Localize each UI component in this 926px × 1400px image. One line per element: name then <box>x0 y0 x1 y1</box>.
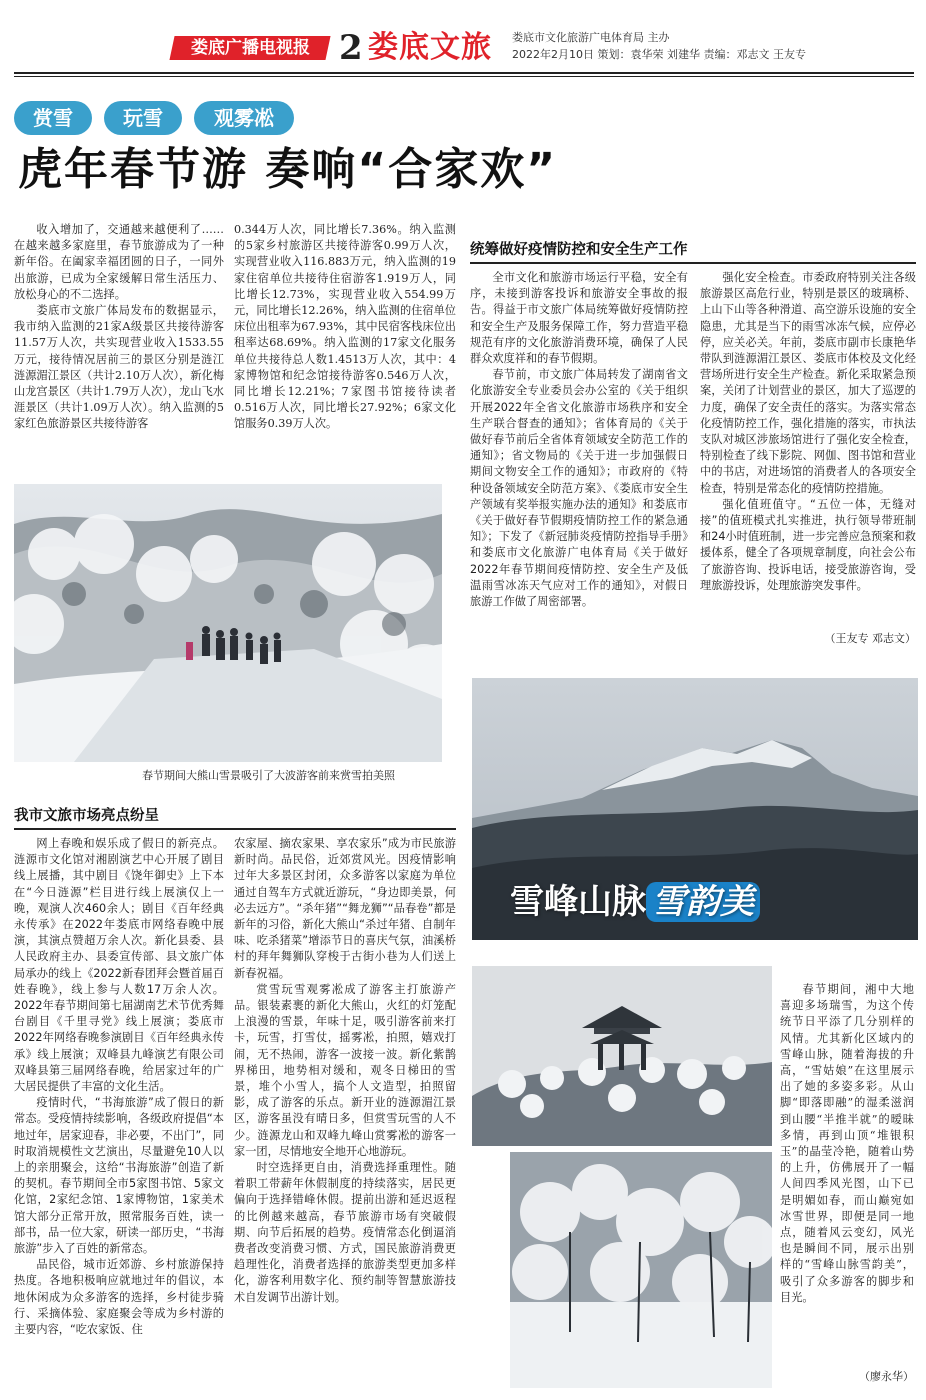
page-number: 2 <box>339 28 363 68</box>
masthead-rule-thin <box>14 76 914 77</box>
paragraph: 春节期间，湘中大地喜迎多场瑞雪，为这个传统节日平添了几分别样的风情。尤其新化区域内的雪峰山脉，随着海拔的升高，“雪姑娘”在这里展示出了她的多姿多彩。从山脚“即落即融”的湿柔滋润到山腰“半推半就”的暧昧多情，再到山顶“堆银积玉”的晶莹冷艳，随着山势的上升，仿佛展开了一幅人间四季风光图，山下已是明媚如春，而山巅宛如冰雪世界，即便是同一地点，随着风云变幻，风光也是瞬间不同，展示出别样的“雪峰山脉雪韵美”，吸引了众多游客的脚步和目光。 <box>780 983 914 1304</box>
paragraph: 娄底市文旅广体局发布的数据显示，我市纳入监测的21家A级景区共接待游客11.57万人次，共实现营业收入1533.55万元，接待情况居前三的景区分别是涟江涟源湄江景区（共计2.10万人次），新化梅山龙宫景区（共计1.79万人次），龙山飞水涯景区（共计1.09万人次）。纳入监测的5家红色旅游景区共接待游客 <box>14 304 224 431</box>
paragraph: 农家屋、摘农家果、享农家乐”成为市民旅游新时尚。品民俗，近郊赏风光。因疫情影响过年大多景区封闭，众多游客以家庭为单位通过自驾车方式就近游玩，“身边即美景，何必去远方”。“杀年猪”“舞龙狮”“品春卷”都是新年的习俗，新化大熊山“杀过年猪、自制年味、吃杀猪菜”增添节日的喜庆气氛，油溪桥村的拜年舞狮队穿梭于古街小巷为人们送上新春祝福。 <box>234 837 456 980</box>
snow-tourists-photo <box>14 484 442 762</box>
kicker-tag: 赏雪 <box>14 101 92 135</box>
snow-feature-byline: （廖永华） <box>859 1370 914 1383</box>
newspaper-brand-band <box>169 36 330 60</box>
publisher-line: 娄底市文化旅游广电体育局 主办 <box>512 31 670 44</box>
snow-title-main: 雪峰山脉 <box>510 882 646 922</box>
paragraph: 时空选择更自由，消费选择重理性。随着职工带薪年休假制度的持续落实，居民更偏向于选择错峰休假。提前出游和延迟返程的比例越来越高，春节旅游市场有突破假期、向节后拓展的趋势。疫情常态化倒逼消费者改变消费习惯、方式，国民旅游消费更趋理性化，消费者选择的旅游类型更加多样化，游客利用数字化、预约制等智慧旅游技术自发调节出游计划。 <box>234 1161 456 1304</box>
market-article-title: 我市文旅市场亮点纷呈 <box>14 808 159 824</box>
paragraph: 品民俗，城市近郊游、乡村旅游保持热度。各地积极响应就地过年的倡议，本地休闲成为众多游客的选择，乡村徒步骑行、采摘体验、家庭聚会等成为乡村游的主要内容，“吃农家饭、住 <box>14 1258 224 1337</box>
photo1-caption: 春节期间大熊山雪景吸引了大波游客前来赏雪拍美照 <box>142 769 395 782</box>
paragraph: 强化安全检查。市委政府特别关注各级旅游景区高危行业，特别是景区的玻璃桥、上山下山等各种滑道、高空游乐设施的安全隐患，尤其是当下的雨雪冰冻气候，应停必停，应关必关。年前，娄底市副市长康艳华带队到涟源湄江景区、娄底市体校及文化经营场所进行安全生产检查。新化采取紧急预案，关闭了计划营业的景区，加大了巡逻的力度，确保了安全责任的落实。为落实常态化疫情防控工作，强化措施的落实，市执法支队对城区涉旅场馆进行了强化安全检查，特别检查了线下影院、网伽、图书馆和营业中的书店，对进场馆的消费者人的各项安全检查，特别是常态化的疫情防控措施。 <box>700 271 916 495</box>
paragraph: 全市文化和旅游市场运行平稳，安全有序，未接到游客投诉和旅游安全事故的报告。得益于市文旅广体局统筹做好疫情防控和安全生产及服务保障工作，努力营造平稳规范有序的文化旅游消费环境，确保了人民群众欢度祥和的春节假期。 <box>470 271 688 366</box>
section-title: 娄底文旅 <box>368 30 492 65</box>
subhead-rule <box>470 262 916 264</box>
brand-name: 娄底广播电视报 <box>190 38 310 58</box>
snow-feature-text <box>780 982 914 1356</box>
pavilion-snow-photo <box>472 966 772 1146</box>
paragraph: 网上春晚和娱乐成了假日的新亮点。涟源市文化馆对湘剧演艺中心开展了剧目线上展播，其中剧目《饶年御史》上下本在“今日涟源”栏目进行线上展演仅上一晚，观演人次460余人；剧目《百年经典永传承》在2022年娄底市网络春晚中展演，其演点赞超万余人次。新化县委、县人民政府主办、县委宣传部、县文旅广体局承办的线上《2022新春团拜会暨首届百姓春晚》，线上参与人数17万余人次。2022年春节期间第七届湖南艺术节优秀舞台剧目《千里寻党》线上展演；娄底市2022年网络春晚参演剧目《百年经典永传承》线上展演；双峰县九峰演艺有限公司双峰县第三届网络春晚，给居家过年的广大居民提供了丰富的文化生活。 <box>14 837 224 1094</box>
paragraph: 0.344万人次，同比增长7.36%。纳入监测的5家乡村旅游区共接待游客0.99万人次，实现营业收入116.883万元，纳入监测的19家住宿单位共接待住宿游客1.919万人，同比增长12.73%，实现营业收入554.99万元，同比增长12.26%，纳入监测的住宿单位床位出租率为67.93%，其中民宿客栈床位出租率达68.69%。纳入监测的17家文化服务单位共接待总人数1.4513万人次，其中：4家博物馆和纪念馆接待游客0.546万人次，同比增长12.21%；7家图书馆接待读者0.516万人次，同比增长27.92%；6家文化馆服务0.39万人次。 <box>234 223 456 431</box>
paragraph: 强化值班值守。“五位一体，无缝对接”的值班模式扎实推进，执行领导带班制和24小时值班制，进一步完善应急预案和救援体系，健全了各项规章制度，向社会公布了旅游咨询、投诉电话，接受旅游咨询，受理旅游投诉，处理旅游突发事件。 <box>700 497 916 592</box>
masthead-rule <box>14 72 914 74</box>
safety-column-2 <box>700 270 916 630</box>
paragraph: 疫情时代，“书海旅游”成了假日的新常态。受疫情持续影响，各级政府提倡“本地过年，居家迎春，非必要，不出门”，同时取消规模性文艺演出，尽量避免10人以上的亲朋聚会，这给“书海旅游”创造了新的契机。春节期间全市5家图书馆、5家文化馆，2家纪念馆、1家博物馆，1家美术馆大部分正常开放，照常服务百姓，读一部书，品一位大家，研读一部历史，“书海旅游”步入了百姓的新常态。 <box>14 1096 224 1256</box>
paragraph: 春节前，市文旅广体局转发了湖南省文化旅游安全专业委员会办公室的《关于组织开展2022年全省文化旅游市场秩序和安全生产联合督查的通知》；省体育局的《关于做好春节前后全省体育领域安全防范工作的通知》；省文物局的《关于进一步加强假日期间文物安全工作的通知》；市政府的《特种设备领域安全防范方案》、《娄底市安全生产领域有奖举报实施办法的通知》和娄底市《关于做好春节假期疫情防控工作的紧急通知》；下发了《新冠肺炎疫情防控指导手册》和娄底市文化旅游广电体育局《关于做好2022年春节期间疫情防控、安全生产及低温雨雪冰冻天气应对工作的通知》，对假日旅游工作做了周密部署。 <box>470 368 688 609</box>
editors-line: 2022年2月10日 策划：袁华荣 刘建华 责编：邓志文 王友专 <box>512 48 806 61</box>
safety-article-title: 统筹做好疫情防控和安全生产工作 <box>470 242 688 258</box>
subhead-rule <box>14 828 456 830</box>
kicker-tag: 玩雪 <box>104 101 182 135</box>
headline: 虎年春节游 奏响“合家欢” <box>18 144 558 195</box>
frost-trees-photo <box>510 1152 772 1388</box>
paragraph: 收入增加了，交通越来越便利了……在越来越多家庭里，春节旅游成为了一种新年俗。在阖家幸福团圆的日子，一同外出旅游，已成为全家缓解日常生活压力、放松身心的不二选择。 <box>14 223 224 301</box>
market-column-2 <box>234 836 456 1388</box>
market-column-1 <box>14 836 224 1388</box>
safety-byline: （王友专 邓志文） <box>824 632 916 645</box>
intro-column-1 <box>14 222 224 470</box>
snow-title-highlight: 雪韵美 <box>646 882 760 922</box>
snow-feature-title <box>510 880 760 924</box>
paragraph: 赏雪玩雪观雾凇成了游客主打旅游产品。银装素裹的新化大熊山，火红的灯笼配上浪漫的雪景，年味十足，吸引游客前来打卡，玩雪，打雪仗，摇雾凇，拍照，嬉戏打闹，无不热闹，游客一波接一波。新化紫鹊界梯田，地势相对缓和，观冬日梯田的雪景，堆个小雪人，搞个人文造型，拍照留影，成了游客的乐点。新开业的涟源湄江景区，游客虽没有晴日多，但赏雪玩雪的人不少。涟源龙山和双峰九峰山赏雾凇的游客一家一团，尽情地安全地开心地游玩。 <box>234 982 456 1158</box>
kicker-tag: 观雾凇 <box>194 101 294 135</box>
intro-column-2 <box>234 222 456 470</box>
safety-column-1 <box>470 270 688 648</box>
